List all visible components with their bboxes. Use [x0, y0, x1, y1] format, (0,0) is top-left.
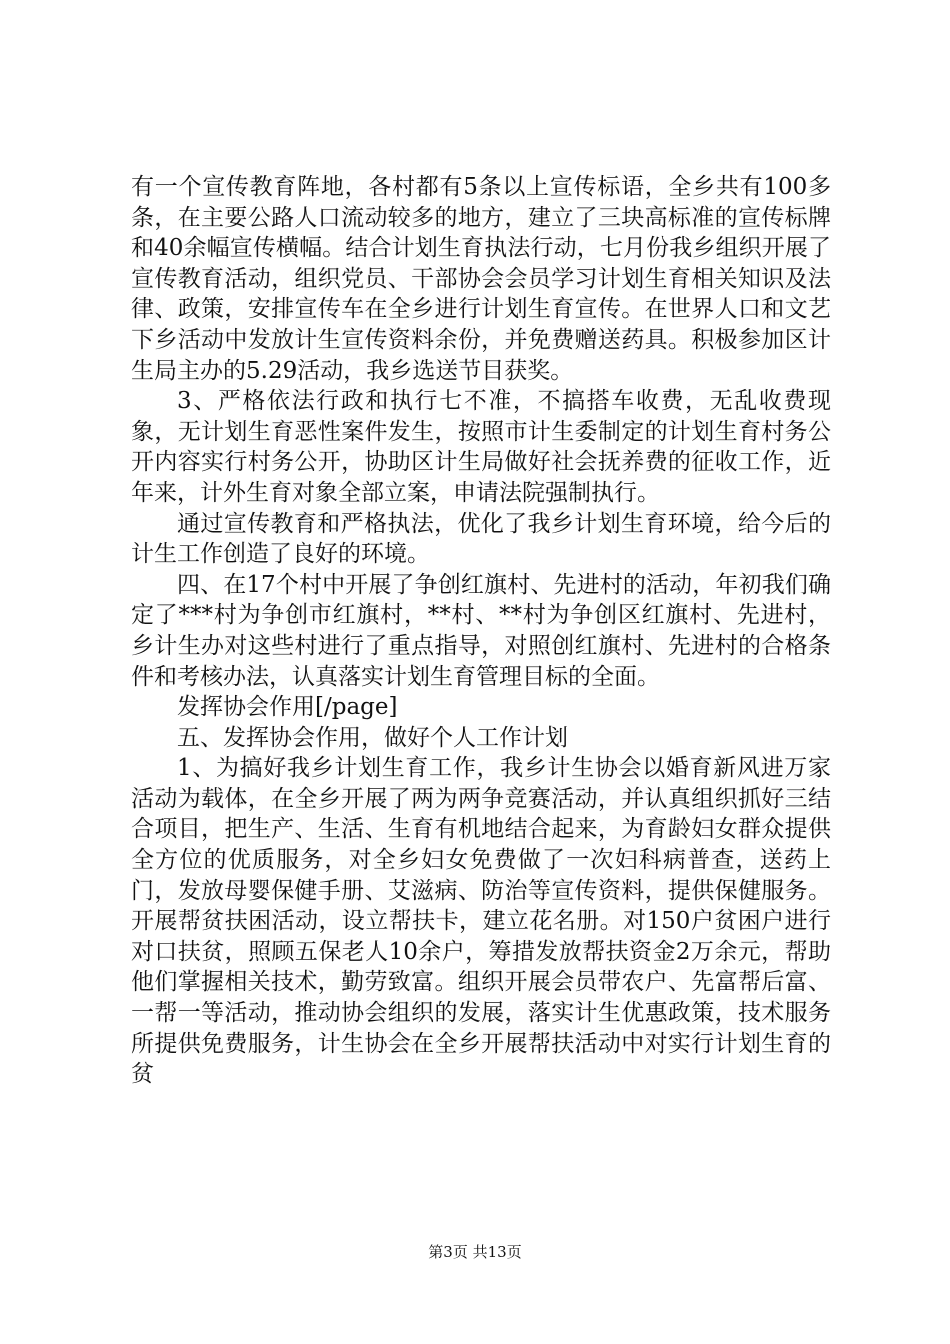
- paragraph-item-3: 3、严格依法行政和执行七不准，不搞搭车收费，无乱收费现象，无计划生育恶性案件发生，按照市计生委制定的计划生育村务公开内容实行村务公开，协助区计生局做好社会抚养费的征收工作，近年来，计外生育对象全部立案，申请法院强制执行。: [131, 388, 831, 506]
- document-body: [131, 172, 831, 1090]
- paragraph-continuation: 有一个宣传教育阵地，各村都有5条以上宣传标语，全乡共有100多条，在主要公路人口流动较多的地方，建立了三块高标准的宣传标牌和40余幅宣传横幅。结合计划生育执法行动，七月份我乡组织开展了宣传教育活动，组织党员、干部协会会员学习计划生育相关知识及法律、政策，安排宣传车在全乡进行计划生育宣传。在世界人口和文艺下乡活动中发放计生宣传资料余份，并免费赠送药具。积极参加区计生局主办的5.29活动，我乡选送节目获奖。: [131, 174, 831, 384]
- section-5-heading: 五、发挥协会作用，做好个人工作计划: [177, 724, 568, 751]
- paragraph-section-4: 四、在17个村中开展了争创红旗村、先进村的活动，年初我们确定了***村为争创市红旗村，**村、**村为争创区红旗村、先进村，乡计生办对这些村进行了重点指导，对照创红旗村、先进村的合格条件和考核办法，认真落实计划生育管理目标的全面。: [131, 571, 831, 690]
- paragraph-item-1: 1、为搞好我乡计划生育工作，我乡计生协会以婚育新风进万家活动为载体，在全乡开展了两为两争竞赛活动，并认真组织抓好三结合项目，把生产、生活、生育有机地结合起来，为育龄妇女群众提供全方位的优质服务，对全乡妇女免费做了一次妇科病普查，送药上门，发放母婴保健手册、艾滋病、防治等宣传资料，提供保健服务。开展帮贫扶困活动，设立帮扶卡，建立花名册。对150户贫困户进行对口扶贫，照顾五保老人10余户，筹措发放帮扶资金2万余元，帮助他们掌握相关技术，勤劳致富。组织开展会员带农户、先富帮后富、一帮一等活动，推动协会组织的发展，落实计生优惠政策，技术服务所提供免费服务，计生协会在全乡开展帮扶活动中对实行计划生育的贫: [131, 755, 831, 1088]
- paragraph-summary: 通过宣传教育和严格执法，优化了我乡计划生育环境，给今后的计生工作创造了良好的环境。: [131, 510, 831, 568]
- page-footer: 第3页 共13页: [428, 1243, 522, 1261]
- paragraph-page-marker: 发挥协会作用[/page]: [177, 694, 398, 721]
